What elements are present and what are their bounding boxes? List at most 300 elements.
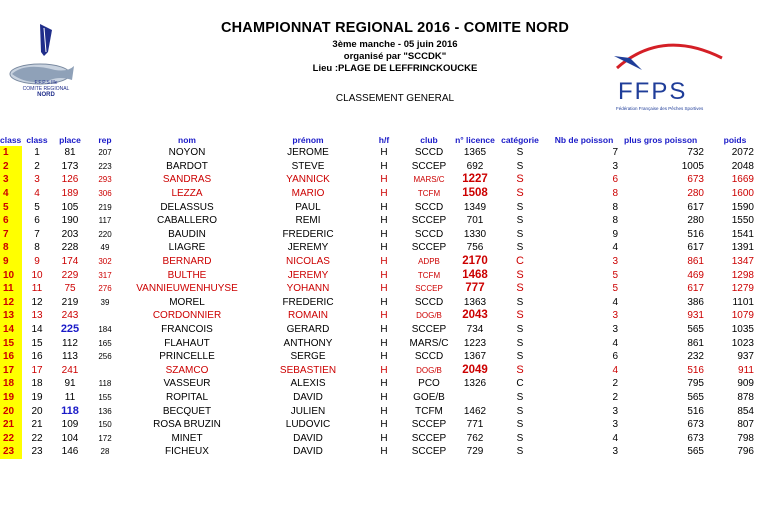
cell-prenom: STEVE <box>291 160 325 172</box>
cell-rep: 172 <box>98 433 112 443</box>
cell-nom: NOYON <box>168 147 206 159</box>
cell-hf: H <box>380 432 388 444</box>
cell-nom: BULTHE <box>167 269 207 281</box>
cell-club: SCCEP <box>411 215 447 227</box>
cell-plus-gros: 617 <box>687 283 704 295</box>
cell-class: 5 <box>34 201 40 213</box>
cell-nom: DELASSUS <box>160 201 214 213</box>
cell-prenom: JEREMY <box>287 269 329 281</box>
cell-place: 229 <box>61 269 79 281</box>
cell-club: SCCD <box>414 296 444 308</box>
cell-prenom: ANTHONY <box>283 337 333 349</box>
cell-rep: 155 <box>98 392 112 402</box>
cell-poids: 937 <box>737 351 754 363</box>
cell-plus-gros: 386 <box>687 296 704 308</box>
col-nb-poisson: Nb de poisson <box>554 134 614 145</box>
cell-rep: 293 <box>98 175 112 185</box>
cell-nom: BERNARD <box>162 256 212 268</box>
table-row <box>0 187 760 201</box>
cell-place: 146 <box>61 446 79 458</box>
cell-rank-highlight: 5 <box>0 200 22 214</box>
cell-rep: 49 <box>100 243 110 253</box>
cell-rank-highlight: 4 <box>0 187 22 201</box>
cell-class: 20 <box>31 405 43 417</box>
cell-club: SCCD <box>414 351 444 363</box>
col-categorie: catégorie <box>501 134 539 145</box>
col-plus-gros: plus gros poisson <box>624 134 698 145</box>
cell-plus-gros: 469 <box>687 269 704 281</box>
col-hf: h/f <box>378 134 390 145</box>
cell-place: 219 <box>61 296 79 308</box>
cell-nom: BARDOT <box>166 160 208 172</box>
cell-licence: 1462 <box>463 405 487 417</box>
cell-club: MARS/C <box>409 337 449 349</box>
cell-place: 109 <box>61 419 79 431</box>
cell-rep: 219 <box>98 202 112 212</box>
cell-nb-poisson: 3 <box>612 160 618 172</box>
cell-rep: 184 <box>98 325 112 335</box>
cell-hf: H <box>380 215 388 227</box>
cell-rank-highlight: 13 <box>0 309 22 323</box>
cell-nb-poisson: 5 <box>612 283 618 295</box>
cell-nb-poisson: 8 <box>612 215 618 227</box>
cell-rep: 256 <box>98 352 112 362</box>
cell-rank-highlight: 12 <box>0 296 22 310</box>
cell-hf: H <box>380 160 388 172</box>
cell-categorie: S <box>516 363 524 376</box>
cell-hf: H <box>380 378 388 390</box>
cell-plus-gros: 931 <box>687 310 704 322</box>
cell-rep: 317 <box>98 270 112 280</box>
cell-nb-poisson: 3 <box>612 324 618 336</box>
cell-place: 126 <box>61 174 79 186</box>
table-row <box>0 350 760 364</box>
cell-categorie: S <box>516 160 524 172</box>
cell-categorie: S <box>516 446 524 458</box>
cell-plus-gros: 565 <box>687 324 704 336</box>
cell-rank-highlight: 23 <box>0 445 22 459</box>
cell-rank-highlight: 21 <box>0 418 22 432</box>
cell-categorie: S <box>516 201 524 213</box>
cell-hf: H <box>380 296 388 308</box>
cell-nb-poisson: 8 <box>612 188 618 200</box>
cell-place: 105 <box>61 201 79 213</box>
cell-hf: H <box>380 174 388 186</box>
cell-nb-poisson: 6 <box>612 174 618 186</box>
cell-nom: SZAMCO <box>165 364 209 376</box>
cell-class: 3 <box>34 174 40 186</box>
cell-rank-highlight: 1 <box>0 146 22 160</box>
cell-nom: CORDONNIER <box>152 310 222 322</box>
cell-place: 118 <box>61 404 79 417</box>
cell-poids: 798 <box>737 432 754 444</box>
cell-club: SCCEP <box>415 284 443 294</box>
cell-club: GOE/B <box>413 391 445 403</box>
cell-categorie: S <box>516 242 524 254</box>
cell-plus-gros: 1005 <box>681 160 704 172</box>
cell-plus-gros: 732 <box>687 147 704 159</box>
cell-prenom: JEREMY <box>287 242 329 254</box>
cell-hf: H <box>380 446 388 458</box>
cell-prenom: SERGE <box>290 351 326 363</box>
cell-class: 13 <box>31 310 43 322</box>
cell-rank-highlight: 15 <box>0 336 22 350</box>
cell-club: SCCD <box>414 201 444 213</box>
table-row <box>0 391 760 405</box>
cell-hf: H <box>380 188 388 200</box>
cell-nom: FLAHAUT <box>164 337 210 349</box>
cell-prenom: ROMAIN <box>288 310 328 322</box>
cell-hf: H <box>380 419 388 431</box>
cell-hf: H <box>380 405 388 417</box>
cell-place: 228 <box>61 242 79 254</box>
cell-poids: 796 <box>737 446 754 458</box>
cell-nb-poisson: 7 <box>612 147 618 159</box>
cell-hf: H <box>380 147 388 159</box>
cell-class: 15 <box>31 337 43 349</box>
cell-plus-gros: 617 <box>687 242 704 254</box>
cell-rank-highlight: 16 <box>0 350 22 364</box>
cell-rank-highlight: 8 <box>0 241 22 255</box>
cell-prenom: PAUL <box>295 201 321 213</box>
cell-rep: 306 <box>98 189 112 199</box>
cell-nb-poisson: 3 <box>612 446 618 458</box>
ranking-table <box>0 133 760 459</box>
logo-left-line1: F.F.P.S Ille <box>34 80 58 86</box>
cell-class: 11 <box>31 283 43 295</box>
cell-club: SCCD <box>414 147 444 159</box>
cell-licence: 1227 <box>462 173 488 186</box>
cell-prenom: DAVID <box>293 446 323 458</box>
cell-prenom: REMI <box>295 215 321 227</box>
cell-nb-poisson: 3 <box>612 310 618 322</box>
cell-licence: 1468 <box>462 268 488 281</box>
cell-licence: 729 <box>466 446 484 458</box>
cell-prenom: ALEXIS <box>290 378 326 390</box>
cell-nom: PRINCELLE <box>159 351 215 363</box>
cell-club: SCCEP <box>411 242 447 254</box>
logo-left-line2: COMITE REGIONAL <box>22 86 70 92</box>
cell-rank-highlight: 22 <box>0 431 22 445</box>
cell-hf: H <box>380 310 388 322</box>
cell-nb-poisson: 5 <box>612 269 618 281</box>
cell-place: 112 <box>62 337 78 349</box>
cell-licence: 777 <box>465 282 485 295</box>
cell-hf: H <box>380 391 388 403</box>
cell-rank-highlight: 3 <box>0 173 22 187</box>
cell-prenom: JEROME <box>287 147 329 159</box>
cell-rank-highlight: 20 <box>0 404 22 418</box>
cell-place: 75 <box>64 283 76 295</box>
cell-place: 190 <box>61 215 79 227</box>
cell-poids: 1298 <box>731 269 754 281</box>
col-class: class <box>26 134 48 145</box>
cell-licence: 1365 <box>463 147 487 159</box>
cell-club: DOG/B <box>416 365 442 375</box>
cell-nb-poisson: 2 <box>612 391 618 403</box>
cell-club: ADPB <box>418 257 440 267</box>
cell-class: 23 <box>31 446 43 458</box>
cell-prenom: GERARD <box>286 324 330 336</box>
cell-club: SCCEP <box>411 432 447 444</box>
cell-nb-poisson: 4 <box>612 242 618 254</box>
cell-prenom: DAVID <box>293 391 323 403</box>
cell-poids: 909 <box>737 378 754 390</box>
cell-prenom: FREDERIC <box>282 228 334 240</box>
ffps-logo-text: FFPS <box>618 78 688 105</box>
cell-plus-gros: 565 <box>687 446 704 458</box>
cell-poids: 807 <box>737 419 754 431</box>
cell-plus-gros: 280 <box>687 215 704 227</box>
cell-poids: 1079 <box>731 310 754 322</box>
cell-prenom: MARIO <box>291 188 325 200</box>
col-club: club <box>420 134 438 145</box>
cell-class: 19 <box>31 391 43 403</box>
table-row <box>0 309 760 323</box>
cell-prenom: JULIEN <box>290 405 326 417</box>
cell-rank-highlight: 11 <box>0 282 22 296</box>
subtitle-location: Lieu :PLAGE DE LEFFRINCKOUCKE <box>312 63 478 74</box>
cell-rank-highlight: 18 <box>0 377 22 391</box>
table-row <box>0 255 760 269</box>
cell-class: 21 <box>31 419 43 431</box>
cell-licence: 1363 <box>463 296 487 308</box>
col-prenom: prénom <box>292 134 324 145</box>
cell-rank-highlight: 6 <box>0 214 22 228</box>
cell-plus-gros: 232 <box>687 351 704 363</box>
cell-nom: BAUDIN <box>168 228 206 240</box>
cell-rep <box>88 364 122 378</box>
cell-nom: ROSA BRUZIN <box>153 419 221 431</box>
cell-hf: H <box>380 228 388 240</box>
cell-licence: 2049 <box>462 363 488 376</box>
comite-nord-logo <box>0 22 90 108</box>
cell-hf: H <box>380 364 388 376</box>
cell-hf: H <box>380 337 388 349</box>
cell-rank-highlight: 9 <box>0 255 22 269</box>
cell-licence: 2170 <box>462 255 488 268</box>
cell-nom: BECQUET <box>162 405 212 417</box>
cell-categorie: C <box>516 378 524 390</box>
cell-rep: 220 <box>98 229 112 239</box>
cell-place: 174 <box>61 256 79 268</box>
cell-rep: 136 <box>98 406 112 416</box>
cell-rep: 150 <box>98 420 112 430</box>
table-row <box>0 173 760 187</box>
cell-poids: 854 <box>737 405 754 417</box>
cell-categorie: S <box>516 215 524 227</box>
cell-categorie: S <box>516 391 524 403</box>
cell-prenom: YOHANN <box>286 283 330 295</box>
cell-nom: VASSEUR <box>163 378 211 390</box>
cell-categorie: S <box>516 147 524 159</box>
cell-categorie: C <box>516 255 524 268</box>
cell-poids: 1600 <box>731 188 754 200</box>
cell-place: 113 <box>62 351 78 363</box>
cell-poids: 1541 <box>731 228 754 240</box>
cell-nb-poisson: 4 <box>612 337 618 349</box>
cell-categorie: S <box>516 324 524 336</box>
cell-hf: H <box>380 283 388 295</box>
cell-club: TCFM <box>417 189 441 199</box>
cell-licence: 756 <box>466 242 484 254</box>
col-class-highlight: class <box>0 134 22 145</box>
cell-nb-poisson: 4 <box>612 364 618 376</box>
table-row <box>0 241 760 255</box>
cell-prenom: DAVID <box>293 432 323 444</box>
table-row <box>0 160 760 174</box>
subtitle-organizer: organisé par "SCCDK" <box>343 51 447 62</box>
cell-categorie: S <box>516 282 524 295</box>
cell-categorie: S <box>516 296 524 308</box>
table-row <box>0 418 760 432</box>
cell-place: 241 <box>61 364 79 376</box>
cell-poids: 1035 <box>731 324 754 336</box>
cell-nom: FICHEUX <box>165 446 209 458</box>
cell-nom: SANDRAS <box>162 174 212 186</box>
cell-categorie: S <box>516 228 524 240</box>
cell-licence: 1349 <box>463 201 487 213</box>
cell-categorie: S <box>516 337 524 349</box>
cell-nb-poisson: 2 <box>612 378 618 390</box>
cell-licence <box>454 391 496 405</box>
cell-nom: LIAGRE <box>168 242 206 254</box>
logo-left-line3: NORD <box>37 92 55 98</box>
cell-licence: 762 <box>466 432 484 444</box>
table-row <box>0 146 760 160</box>
cell-rep: 302 <box>98 257 112 267</box>
cell-categorie: S <box>516 173 524 186</box>
cell-club: SCCEP <box>411 324 447 336</box>
cell-class: 16 <box>31 351 43 363</box>
table-row <box>0 323 760 337</box>
cell-categorie: S <box>516 351 524 363</box>
cell-plus-gros: 861 <box>687 256 704 268</box>
cell-licence: 1330 <box>463 228 487 240</box>
cell-poids: 1590 <box>731 201 754 213</box>
cell-class: 17 <box>31 364 43 376</box>
cell-poids: 2048 <box>731 160 754 172</box>
cell-rank-highlight: 10 <box>0 268 22 282</box>
cell-club: SCCEP <box>411 446 447 458</box>
cell-poids: 1101 <box>732 296 754 308</box>
cell-nom: MOREL <box>169 296 205 308</box>
cell-class: 8 <box>34 242 40 254</box>
cell-nom: LEZZA <box>171 188 203 200</box>
cell-categorie: S <box>516 432 524 444</box>
cell-place: 225 <box>60 323 80 336</box>
cell-prenom: NICOLAS <box>286 256 330 268</box>
cell-nom: MINET <box>171 432 203 444</box>
cell-poids: 1669 <box>731 174 754 186</box>
cell-class: 7 <box>34 228 40 240</box>
cell-prenom: LUDOVIC <box>285 419 331 431</box>
cell-poids: 1347 <box>731 256 754 268</box>
cell-categorie: S <box>516 419 524 431</box>
table-row <box>0 214 760 228</box>
section-title: CLASSEMENT GENERAL <box>335 93 455 104</box>
cell-plus-gros: 516 <box>687 405 704 417</box>
cell-nb-poisson: 3 <box>612 256 618 268</box>
cell-hf: H <box>380 256 388 268</box>
cell-class: 9 <box>34 256 40 268</box>
cell-rep: 39 <box>100 297 110 307</box>
cell-class: 6 <box>34 215 40 227</box>
table-header-row <box>0 133 760 146</box>
cell-class: 2 <box>34 160 40 172</box>
table-row <box>0 228 760 242</box>
col-rep: rep <box>98 134 112 145</box>
cell-plus-gros: 861 <box>687 337 704 349</box>
ffps-tagline: Fédération Française des Pêches Sportives <box>616 106 704 111</box>
table-row <box>0 296 760 310</box>
cell-club: DOG/B <box>416 311 442 321</box>
ffps-logo <box>612 38 727 116</box>
cell-place: 11 <box>64 391 76 403</box>
cell-class: 10 <box>31 269 43 281</box>
cell-plus-gros: 516 <box>687 228 704 240</box>
cell-class: 18 <box>31 378 43 390</box>
cell-plus-gros: 516 <box>687 364 704 376</box>
cell-nom: ROPITAL <box>165 391 209 403</box>
cell-licence: 771 <box>466 419 484 431</box>
table-row <box>0 200 760 214</box>
cell-place: 203 <box>61 228 79 240</box>
cell-rep <box>88 309 122 323</box>
cell-class: 22 <box>31 432 43 444</box>
cell-place: 104 <box>61 432 79 444</box>
cell-rep: 28 <box>100 447 110 457</box>
cell-class: 4 <box>34 188 40 200</box>
cell-rep: 223 <box>98 161 112 171</box>
cell-rank-highlight: 2 <box>0 160 22 174</box>
cell-plus-gros: 673 <box>687 419 704 431</box>
cell-hf: H <box>380 201 388 213</box>
cell-club: SCCD <box>414 228 444 240</box>
cell-categorie: S <box>516 187 524 200</box>
cell-rank-highlight: 19 <box>0 391 22 405</box>
cell-poids: 1023 <box>731 337 754 349</box>
cell-plus-gros: 280 <box>687 188 704 200</box>
cell-plus-gros: 673 <box>687 432 704 444</box>
cell-plus-gros: 673 <box>687 174 704 186</box>
cell-poids: 2072 <box>731 147 754 159</box>
cell-licence: 1367 <box>463 351 487 363</box>
table-row <box>0 404 760 418</box>
cell-licence: 1223 <box>463 337 487 349</box>
cell-prenom: FREDERIC <box>282 296 334 308</box>
cell-nom: CABALLERO <box>156 215 218 227</box>
cell-prenom: YANNICK <box>286 174 330 186</box>
cell-licence: 1508 <box>462 187 488 200</box>
col-poids: poids <box>723 134 747 145</box>
page-title: CHAMPIONNAT REGIONAL 2016 - COMITE NORD <box>220 20 570 36</box>
cell-rep: 117 <box>98 216 112 226</box>
cell-hf: H <box>380 351 388 363</box>
cell-club: MARS/C <box>413 175 445 185</box>
col-place: place <box>59 134 81 145</box>
cell-club: SCCEP <box>411 160 447 172</box>
cell-poids: 1279 <box>731 283 754 295</box>
cell-plus-gros: 795 <box>687 378 704 390</box>
cell-rep: 165 <box>98 338 112 348</box>
cell-place: 243 <box>61 310 79 322</box>
cell-rep: 118 <box>98 379 112 389</box>
cell-rank-highlight: 17 <box>0 364 22 378</box>
cell-licence: 692 <box>466 160 484 172</box>
table-row <box>0 364 760 378</box>
cell-hf: H <box>380 324 388 336</box>
